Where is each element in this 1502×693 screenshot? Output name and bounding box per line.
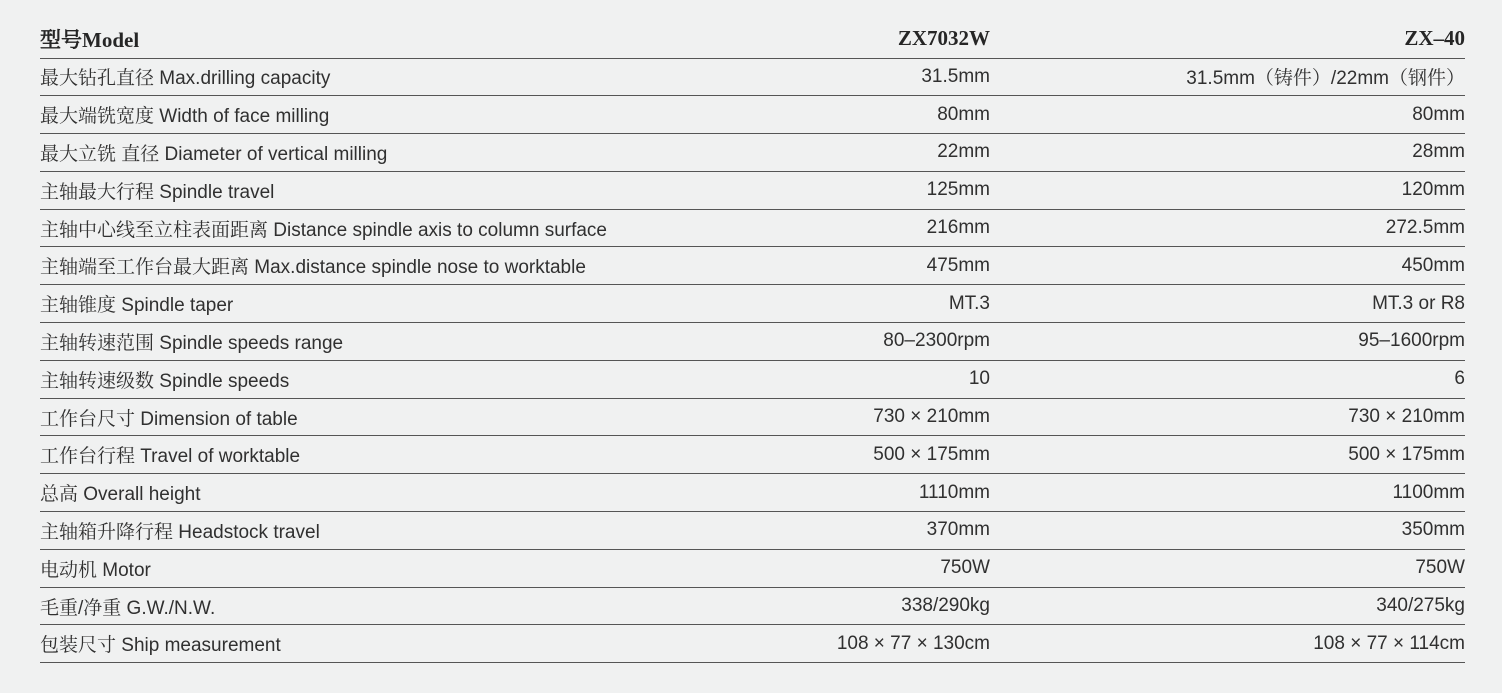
spec-value-zx40: 108 × 77 × 114cm: [990, 625, 1465, 663]
spec-label: 主轴转速级数 Spindle speeds: [40, 360, 700, 398]
spec-value-zx7032w: 31.5mm: [700, 58, 990, 96]
spec-row: [40, 360, 1465, 398]
spec-value-zx7032w: 338/290kg: [700, 587, 990, 625]
spec-value-zx40: 31.5mm（铸件）/22mm（钢件）: [990, 58, 1465, 96]
spec-value-zx40: 1100mm: [990, 474, 1465, 512]
spec-label: 主轴转速范围 Spindle speeds range: [40, 323, 700, 361]
spec-value-zx7032w: 80–2300rpm: [700, 323, 990, 361]
spec-value-zx7032w: 10: [700, 360, 990, 398]
spec-value-zx40: 750W: [990, 549, 1465, 587]
spec-table-body: [40, 58, 1465, 663]
spec-table-header: [40, 20, 1465, 58]
spec-label: 最大立铣 直径 Diameter of vertical milling: [40, 134, 700, 172]
spec-label: 最大端铣宽度 Width of face milling: [40, 96, 700, 134]
spec-value-zx7032w: 125mm: [700, 171, 990, 209]
spec-value-zx7032w: 750W: [700, 549, 990, 587]
spec-value-zx40: 120mm: [990, 171, 1465, 209]
spec-value-zx40: 730 × 210mm: [990, 398, 1465, 436]
spec-row: [40, 587, 1465, 625]
spec-row: [40, 323, 1465, 361]
spec-value-zx7032w: 1110mm: [700, 474, 990, 512]
spec-row: [40, 398, 1465, 436]
spec-label: 主轴箱升降行程 Headstock travel: [40, 512, 700, 550]
spec-value-zx7032w: 370mm: [700, 512, 990, 550]
spec-row: [40, 474, 1465, 512]
spec-row: [40, 436, 1465, 474]
spec-row: [40, 209, 1465, 247]
spec-value-zx40: 80mm: [990, 96, 1465, 134]
spec-row: [40, 171, 1465, 209]
header-column-zx7032w: ZX7032W: [700, 20, 990, 58]
spec-value-zx7032w: MT.3: [700, 285, 990, 323]
header-row: [40, 20, 1465, 58]
spec-value-zx7032w: 500 × 175mm: [700, 436, 990, 474]
spec-label: 工作台尺寸 Dimension of table: [40, 398, 700, 436]
spec-label: 电动机 Motor: [40, 549, 700, 587]
spec-table: [40, 20, 1465, 663]
spec-label: 毛重/净重 G.W./N.W.: [40, 587, 700, 625]
spec-label: 主轴中心线至立柱表面距离 Distance spindle axis to column surface: [40, 209, 700, 247]
spec-value-zx40: 450mm: [990, 247, 1465, 285]
spec-label: 主轴端至工作台最大距离 Max.distance spindle nose to worktable: [40, 247, 700, 285]
spec-row: [40, 549, 1465, 587]
spec-value-zx40: 350mm: [990, 512, 1465, 550]
spec-value-zx40: 28mm: [990, 134, 1465, 172]
spec-value-zx40: 272.5mm: [990, 209, 1465, 247]
spec-value-zx7032w: 108 × 77 × 130cm: [700, 625, 990, 663]
spec-value-zx40: 500 × 175mm: [990, 436, 1465, 474]
spec-row: [40, 512, 1465, 550]
spec-value-zx7032w: 22mm: [700, 134, 990, 172]
spec-value-zx40: MT.3 or R8: [990, 285, 1465, 323]
spec-label: 工作台行程 Travel of worktable: [40, 436, 700, 474]
spec-row: [40, 58, 1465, 96]
spec-row: [40, 96, 1465, 134]
spec-row: [40, 285, 1465, 323]
spec-value-zx40: 340/275kg: [990, 587, 1465, 625]
header-model-label: 型号Model: [40, 20, 700, 58]
spec-row: [40, 247, 1465, 285]
spec-label: 包装尺寸 Ship measurement: [40, 625, 700, 663]
spec-value-zx7032w: 80mm: [700, 96, 990, 134]
spec-value-zx40: 95–1600rpm: [990, 323, 1465, 361]
spec-label: 最大钻孔直径 Max.drilling capacity: [40, 58, 700, 96]
spec-value-zx7032w: 730 × 210mm: [700, 398, 990, 436]
spec-row: [40, 134, 1465, 172]
spec-row: [40, 625, 1465, 663]
header-column-zx40: ZX–40: [990, 20, 1465, 58]
spec-label: 主轴锥度 Spindle taper: [40, 285, 700, 323]
spec-sheet: [40, 20, 1465, 663]
spec-value-zx40: 6: [990, 360, 1465, 398]
spec-label: 主轴最大行程 Spindle travel: [40, 171, 700, 209]
spec-value-zx7032w: 216mm: [700, 209, 990, 247]
spec-value-zx7032w: 475mm: [700, 247, 990, 285]
spec-label: 总高 Overall height: [40, 474, 700, 512]
